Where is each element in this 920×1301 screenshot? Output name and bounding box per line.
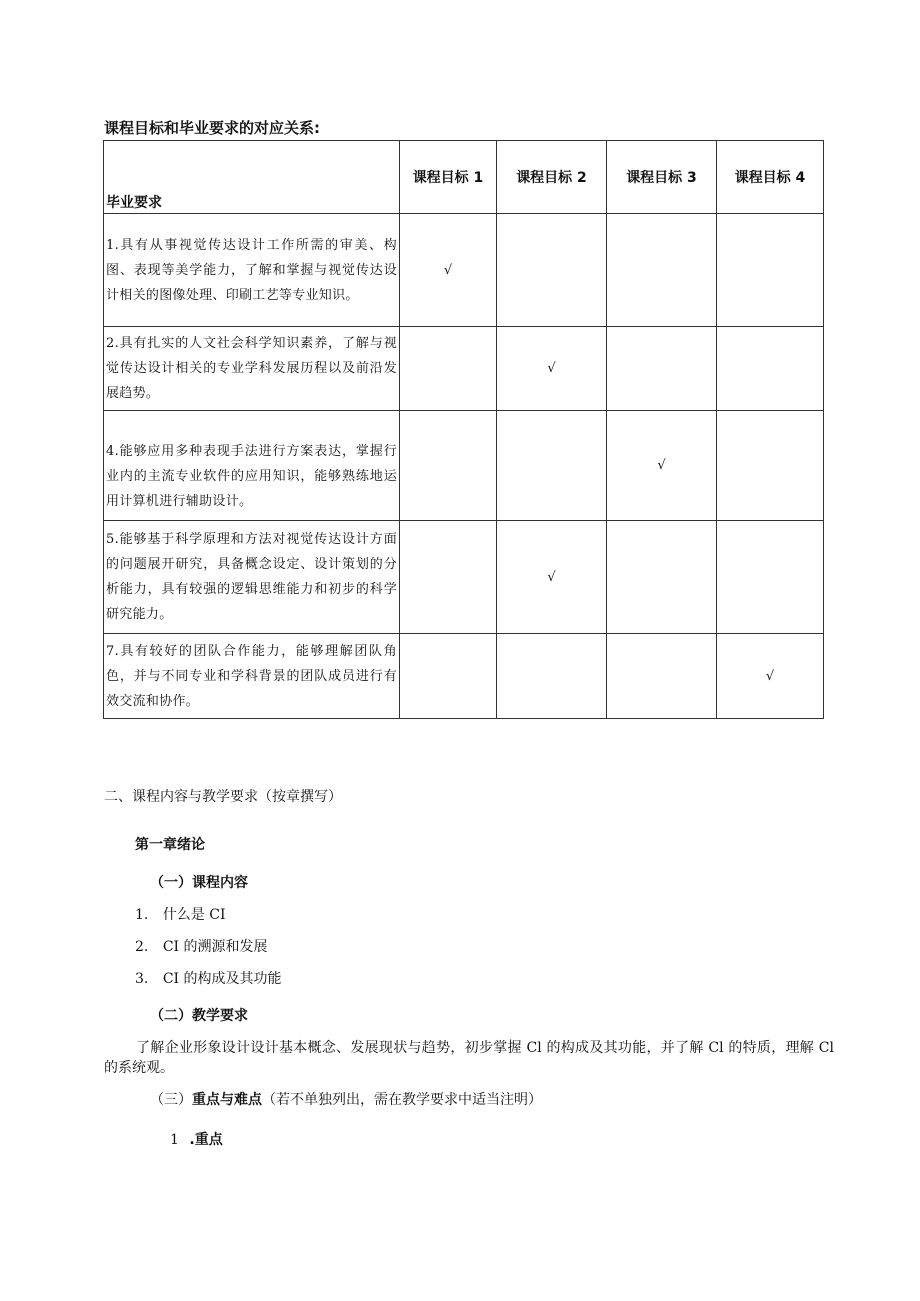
teaching-requirement-heading: （二）教学要求 — [150, 1008, 248, 1024]
requirement-cell: 5.能够基于科学原理和方法对视觉传达设计方面的问题展开研究，具备概念设定、设计策划的分析能力，具有较强的逻辑思维能力和初步的科学研究能力。 — [104, 521, 400, 634]
check-mark: √ — [547, 569, 556, 585]
mark-cell — [497, 214, 607, 327]
mark-cell — [607, 521, 717, 634]
chapter-1-title: 第一章绪论 — [135, 837, 205, 853]
mark-cell — [497, 521, 607, 634]
header-corner — [104, 141, 400, 214]
key-bold-label: 重点与难点 — [192, 1092, 262, 1108]
table-row — [104, 327, 824, 411]
header-objective-1: 课程目标 1 — [400, 141, 497, 214]
mark-cell — [400, 214, 497, 327]
header-objective-2: 课程目标 2 — [497, 141, 607, 214]
mark-cell — [400, 634, 497, 719]
check-mark: √ — [657, 458, 666, 473]
mark-cell — [497, 327, 607, 411]
teaching-requirement-text: 了解企业形象设计设计基本概念、发展现状与趋势，初步掌握 Cl 的构成及其功能，并了解 Cl 的特质，理解 Cl 的系统观。 — [104, 1040, 834, 1076]
mark-cell — [607, 214, 717, 327]
check-mark: √ — [547, 361, 556, 376]
list-item-number: 3. — [135, 971, 149, 987]
list-item-number: 2. — [135, 939, 149, 955]
table-row — [104, 521, 824, 634]
requirement-cell: 7.具有较好的团队合作能力，能够理解团队角色，并与不同专业和学科背景的团队成员进行有效交流和协作。 — [104, 634, 400, 719]
section-2-title: 二、课程内容与教学要求（按章撰写） — [104, 789, 342, 805]
objective-requirement-table — [103, 140, 824, 719]
list-item — [135, 936, 268, 956]
requirement-cell: 2.具有扎实的人文社会科学知识素养，了解与视觉传达设计相关的专业学科发展历程以及前沿发展趋势。 — [104, 327, 400, 411]
list-item — [135, 968, 282, 988]
key-difficult-heading — [150, 1089, 542, 1109]
mark-cell — [607, 634, 717, 719]
list-item-number: 1. — [135, 907, 149, 923]
check-mark: √ — [443, 262, 453, 278]
mark-cell — [717, 327, 824, 411]
table-row — [104, 411, 824, 521]
key-point-number: 1 — [170, 1132, 179, 1148]
header-objective-4: 课程目标 4 — [717, 141, 824, 214]
mark-cell — [717, 411, 824, 521]
list-item — [135, 904, 226, 924]
requirement-cell: 1.具有从事视觉传达设计工作所需的审美、构图、表现等美学能力，了解和掌握与视觉传达设计相关的图像处理、印刷工艺等专业知识。 — [104, 214, 400, 327]
list-item-text: CI 的构成及其功能 — [162, 971, 282, 987]
key-point-label: .重点 — [189, 1132, 223, 1148]
mark-cell — [717, 634, 824, 719]
mark-cell — [497, 411, 607, 521]
check-mark: √ — [765, 668, 775, 684]
mark-cell — [717, 521, 824, 634]
table-row — [104, 214, 824, 327]
corner-label: 毕业要求 — [106, 195, 162, 211]
course-content-heading: （一）课程内容 — [150, 875, 248, 891]
list-item-text: 什么是 CI — [162, 907, 226, 923]
list-item-text: CI 的溯源和发展 — [162, 939, 268, 955]
key-note: （若不单独列出，需在教学要求中适当注明） — [262, 1092, 542, 1108]
table-row — [104, 634, 824, 719]
mark-cell — [607, 411, 717, 521]
mark-cell — [400, 521, 497, 634]
mark-cell — [607, 327, 717, 411]
table-header-row — [104, 141, 824, 214]
mark-cell — [400, 327, 497, 411]
mark-cell — [717, 214, 824, 327]
mark-cell — [400, 411, 497, 521]
requirement-cell: 4.能够应用多种表现手法进行方案表达，掌握行业内的主流专业软件的应用知识，能够熟练地运用计算机进行辅助设计。 — [104, 411, 400, 521]
mark-cell — [497, 634, 607, 719]
header-objective-3: 课程目标 3 — [607, 141, 717, 214]
table-title: 课程目标和毕业要求的对应关系: — [104, 119, 321, 137]
key-prefix: （三） — [150, 1092, 192, 1108]
key-point-heading — [170, 1129, 223, 1149]
